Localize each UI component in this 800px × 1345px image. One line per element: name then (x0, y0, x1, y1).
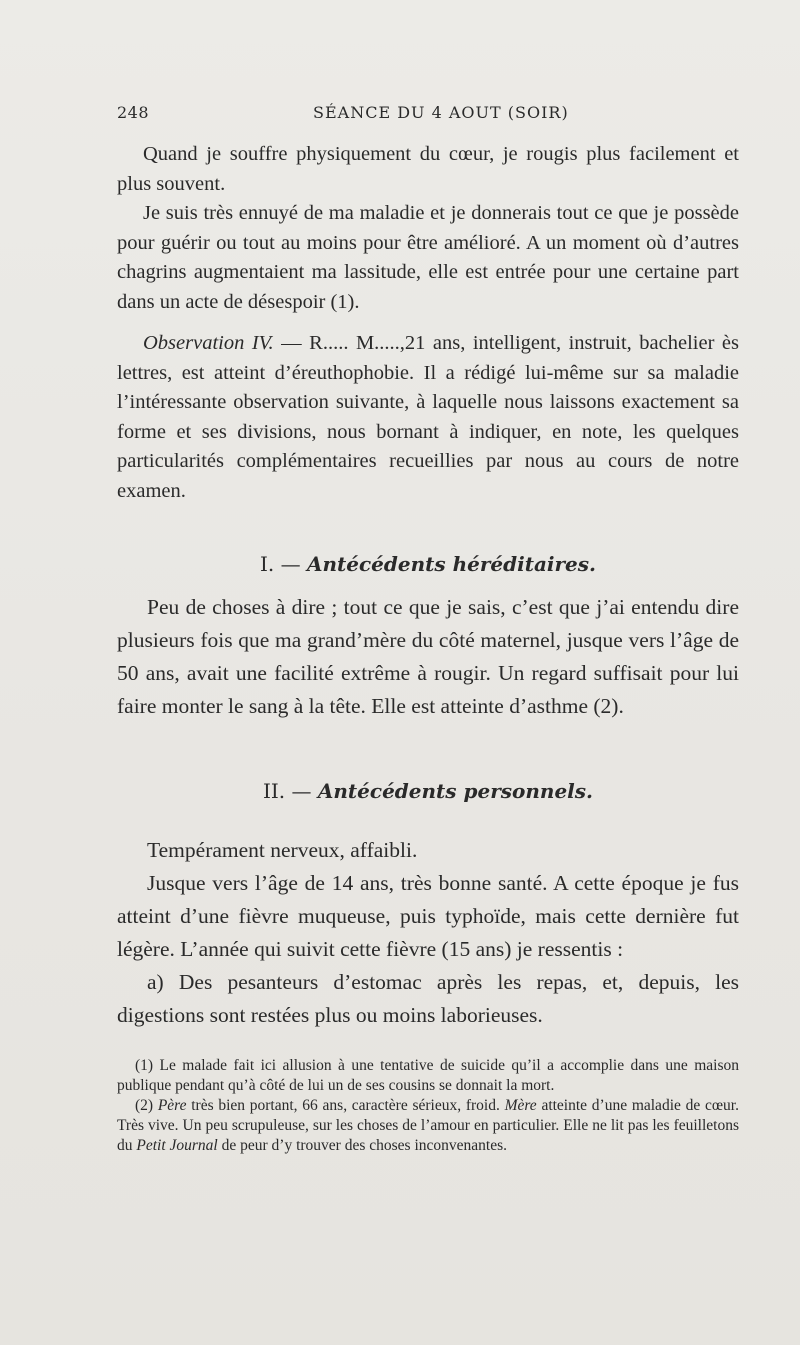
footnote-1: (1) Le malade fait ici allusion à une tentative de suicide qu’il a accomplie dans une maison publique pendant qu’à côté de lui un de ses cousins se donnait la mort. (117, 1057, 739, 1094)
observation-paragraph (117, 329, 739, 506)
paragraph: Tempérament nerveux, affaibli. (147, 838, 418, 862)
footnote-text: atteinte d’une maladie de cœur. Très vive. Un peu scrupuleuse, sur les choses de l’amour en particulier. Elle ne lit pas les feuilletons du (117, 1097, 739, 1154)
footnote-2 (117, 1096, 739, 1156)
section-title: Antécédents héréditaires. (306, 552, 596, 576)
footnote-term: Père (157, 1097, 187, 1114)
paragraph: Jusque vers l’âge de 14 ans, très bonne santé. A cette époque je fus atteint d’une fièvre muqueuse, puis typhoïde, mais cette dernière fut légère. L’année qui suivit cette fièvre (15 ans) je ressentis : (117, 871, 739, 961)
footnote-number: (2) (135, 1097, 158, 1114)
footnote-term: Mère (504, 1097, 537, 1114)
section-title: Antécédents personnels. (317, 779, 593, 803)
section-personal-text (117, 834, 739, 1032)
observation-text: — R..... M.....,21 ans, intelligent, instruit, bachelier ès lettres, est atteint d’éreuthophobie. Il a rédigé lui-même sur sa maladie l’intéressante observation suivante, à laquelle nous laissons exactement sa forme et ses divisions, nous bornant à indiquer, en note, les quelques particularités complémentaires recueillies par nous au cours de notre examen. (117, 332, 739, 502)
running-title: SÉANCE DU 4 AOUT (SOIR) (313, 103, 569, 122)
section-heading-hereditary (117, 552, 739, 576)
footnote-term: Petit Journal (136, 1137, 218, 1154)
footnotes (117, 1056, 739, 1156)
opening-text (117, 140, 739, 506)
section-hereditary-text (117, 591, 739, 723)
paragraph: Peu de choses à dire ; tout ce que je sais, c’est que j’ai entendu dire plusieurs fois que ma grand’mère du côté maternel, jusque vers l’âge de 50 ans, avait une facilité extrême à rougir. Un regard suffisait pour lui faire monter le sang à la tête. Elle est atteinte d’asthme (2). (117, 595, 739, 718)
section-number: I. — (259, 552, 307, 576)
footnote-text: très bien portant, 66 ans, caractère sérieux, froid. (186, 1097, 505, 1114)
observation-label: Observation IV. (143, 332, 274, 354)
section-number: II. — (263, 779, 318, 803)
section-heading-personal (117, 779, 739, 803)
paragraph: Quand je souffre physiquement du cœur, je rougis plus facilement et plus souvent. (117, 143, 739, 195)
page-number: 248 (117, 103, 150, 122)
paragraph: Je suis très ennuyé de ma maladie et je donnerais tout ce que je possède pour guérir ou tout au moins pour être amélioré. A un moment où d’autres chagrins augmentaient ma lassitude, elle est entrée pour une certaine part dans un acte de désespoir (1). (117, 202, 739, 313)
footnote-text: de peur d’y trouver des choses inconvenantes. (217, 1137, 507, 1154)
paragraph: a) Des pesanteurs d’estomac après les repas, et, depuis, les digestions sont restées plus ou moins laborieuses. (117, 970, 739, 1027)
page-header (117, 103, 737, 127)
